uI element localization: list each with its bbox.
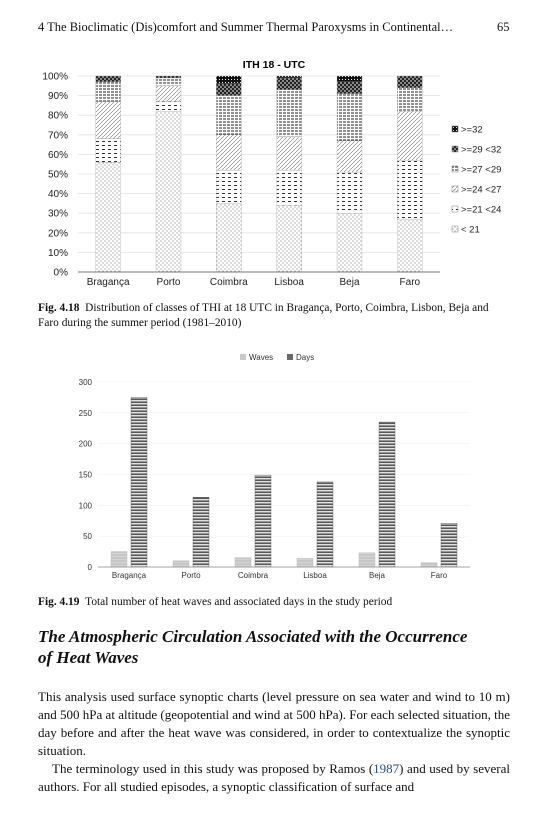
legend-label: >=24 <27 bbox=[461, 184, 502, 196]
legend-swatch bbox=[452, 126, 458, 132]
bar-segment-faro-29-32 bbox=[397, 76, 422, 88]
x-tick-label: Porto bbox=[156, 277, 181, 288]
bar-segment-porto-24-27 bbox=[156, 86, 181, 102]
legend-swatch bbox=[452, 206, 458, 212]
y-tick-label: 0 bbox=[87, 563, 92, 572]
bar-waves-coimbra bbox=[235, 558, 251, 567]
legend-swatch bbox=[452, 186, 458, 192]
caption-label: Fig. 4.19 bbox=[38, 596, 80, 608]
section-title-line-2: of Heat Waves bbox=[38, 648, 139, 667]
bar-segment-porto-29-32 bbox=[156, 76, 181, 78]
x-tick-label: Bragança bbox=[86, 277, 130, 288]
y-tick-label: 70% bbox=[47, 130, 68, 142]
bar-segment-bragan-a-29-32 bbox=[96, 76, 121, 82]
x-tick-label: Faro bbox=[430, 571, 448, 580]
chart-title: ITH 18 - UTC bbox=[242, 59, 306, 71]
y-tick-label: 200 bbox=[78, 439, 92, 449]
bar-segment-coimbra-27-29 bbox=[216, 96, 241, 135]
bar-days-beja bbox=[379, 422, 395, 567]
y-tick-label: 10% bbox=[47, 247, 68, 259]
y-tick-label: 30% bbox=[47, 208, 68, 220]
bar-segment-faro-27-29 bbox=[397, 88, 422, 112]
bar-segment-lisboa-32 bbox=[277, 76, 302, 78]
section-title bbox=[38, 626, 510, 668]
y-tick-label: 100% bbox=[42, 71, 68, 83]
legend-swatch bbox=[452, 226, 458, 232]
x-tick-label: Lisboa bbox=[303, 571, 327, 580]
y-tick-label: 60% bbox=[47, 149, 68, 161]
x-tick-label: Beja bbox=[339, 277, 360, 288]
bar-segment-lisboa-29-32 bbox=[277, 78, 302, 90]
bar-segment-bragan-a-27-29 bbox=[96, 82, 121, 102]
paragraph-text: ) and used by several authors. For all studied episodes, a synoptic classification of surface and bbox=[38, 761, 510, 794]
caption-label: Fig. 4.18 bbox=[38, 302, 80, 314]
y-tick-label: 150 bbox=[78, 470, 92, 480]
bar-segment-beja-27-29 bbox=[337, 94, 362, 141]
bar-segment-faro-24-27 bbox=[397, 111, 422, 160]
x-tick-label: Faro bbox=[399, 277, 421, 288]
y-tick-label: 300 bbox=[78, 378, 92, 387]
bar-waves-beja bbox=[359, 553, 375, 567]
paragraph-text: The terminology used in this study was proposed by Ramos ( bbox=[52, 761, 374, 776]
legend-swatch bbox=[287, 354, 293, 360]
bar-days-faro bbox=[441, 523, 457, 567]
legend-label: Waves bbox=[249, 353, 274, 362]
bar-waves-bragan-a bbox=[111, 552, 127, 567]
bar-segment-bragan-a-21-24 bbox=[96, 139, 121, 163]
bar-segment-coimbra-24-27 bbox=[216, 135, 241, 170]
bar-segment-lisboa-21 bbox=[277, 205, 302, 272]
bar-segment-porto-21 bbox=[156, 111, 181, 272]
x-tick-label: Beja bbox=[368, 571, 386, 580]
y-tick-label: 50 bbox=[83, 532, 92, 542]
heat-waves-chart bbox=[0, 350, 542, 590]
bar-days-coimbra bbox=[255, 475, 271, 567]
bar-segment-faro-21 bbox=[397, 219, 422, 272]
bar-segment-lisboa-21-24 bbox=[277, 170, 302, 205]
bar-segment-beja-21-24 bbox=[337, 172, 362, 213]
x-tick-label: Coimbra bbox=[237, 571, 269, 580]
bar-segment-bragan-a-24-27 bbox=[96, 101, 121, 138]
bar-segment-beja-21 bbox=[337, 213, 362, 272]
bar-waves-lisboa bbox=[297, 558, 313, 567]
bar-segment-coimbra-21-24 bbox=[216, 170, 241, 203]
bar-segment-lisboa-24-27 bbox=[277, 137, 302, 170]
page-number: 65 bbox=[497, 20, 510, 34]
bar-segment-faro-21-24 bbox=[397, 160, 422, 219]
bar-waves-faro bbox=[421, 563, 437, 567]
x-tick-label: Bragança bbox=[111, 571, 147, 580]
legend-label: >=27 <29 bbox=[461, 164, 502, 176]
legend-label: < 21 bbox=[461, 224, 480, 236]
bar-segment-coimbra-29-32 bbox=[216, 84, 241, 96]
figure-4-18-caption bbox=[38, 301, 510, 331]
legend-swatch bbox=[452, 146, 458, 152]
legend-label: Days bbox=[296, 353, 315, 362]
bar-days-bragan-a bbox=[131, 397, 147, 567]
x-tick-label: Coimbra bbox=[209, 277, 248, 288]
y-tick-label: 40% bbox=[47, 189, 68, 201]
section-title-line-1: The Atmospheric Circulation Associated with the Occurrence bbox=[38, 627, 468, 646]
legend-swatch bbox=[240, 354, 246, 360]
y-tick-label: 100 bbox=[78, 501, 92, 511]
bar-segment-lisboa-27-29 bbox=[277, 90, 302, 137]
y-tick-label: 0% bbox=[53, 267, 68, 279]
y-tick-label: 20% bbox=[47, 228, 68, 240]
bar-segment-bragan-a-21 bbox=[96, 162, 121, 272]
body-paragraph-2 bbox=[38, 760, 510, 796]
legend-label: >=29 <32 bbox=[461, 144, 502, 156]
bar-days-porto bbox=[193, 497, 209, 567]
caption-text: Distribution of classes of THI at 18 UTC in Bragança, Porto, Coimbra, Lisbon, Beja and Faro during the summer period (1981–2010) bbox=[38, 302, 489, 329]
bar-segment-porto-27-29 bbox=[156, 78, 181, 86]
y-tick-label: 250 bbox=[78, 408, 92, 418]
body-paragraph-1: This analysis used surface synoptic charts (level pressure on sea water and wind to 10 m) and 500 hPa at altitude (geopotential and wind at 500 hPa). For each selected situation, the day before and after the heat wave was considered, in order to contextualize the synoptic situation. bbox=[38, 689, 510, 758]
legend-swatch bbox=[452, 166, 458, 172]
y-tick-label: 80% bbox=[47, 110, 68, 122]
bar-segment-beja-32 bbox=[337, 76, 362, 82]
x-tick-label: Porto bbox=[181, 571, 201, 580]
figure-4-19-caption bbox=[38, 595, 510, 610]
caption-text: Total number of heat waves and associated days in the study period bbox=[85, 596, 393, 608]
bar-segment-coimbra-21 bbox=[216, 203, 241, 272]
bar-segment-coimbra-32 bbox=[216, 76, 241, 84]
legend-label: >=32 bbox=[461, 124, 483, 136]
bar-segment-porto-21-24 bbox=[156, 101, 181, 111]
bar-segment-beja-24-27 bbox=[337, 141, 362, 172]
y-tick-label: 50% bbox=[47, 169, 68, 181]
bar-waves-porto bbox=[173, 561, 189, 567]
x-tick-label: Lisboa bbox=[274, 277, 304, 288]
thi-stacked-chart bbox=[0, 52, 542, 292]
legend-label: >=21 <24 bbox=[461, 204, 502, 216]
bar-days-lisboa bbox=[317, 482, 333, 567]
citation-link[interactable]: 1987 bbox=[373, 761, 400, 776]
bar-segment-beja-29-32 bbox=[337, 82, 362, 94]
y-tick-label: 90% bbox=[47, 91, 68, 103]
running-header: 4 The Bioclimatic (Dis)comfort and Summer Thermal Paroxysms in Continental… bbox=[38, 20, 454, 34]
